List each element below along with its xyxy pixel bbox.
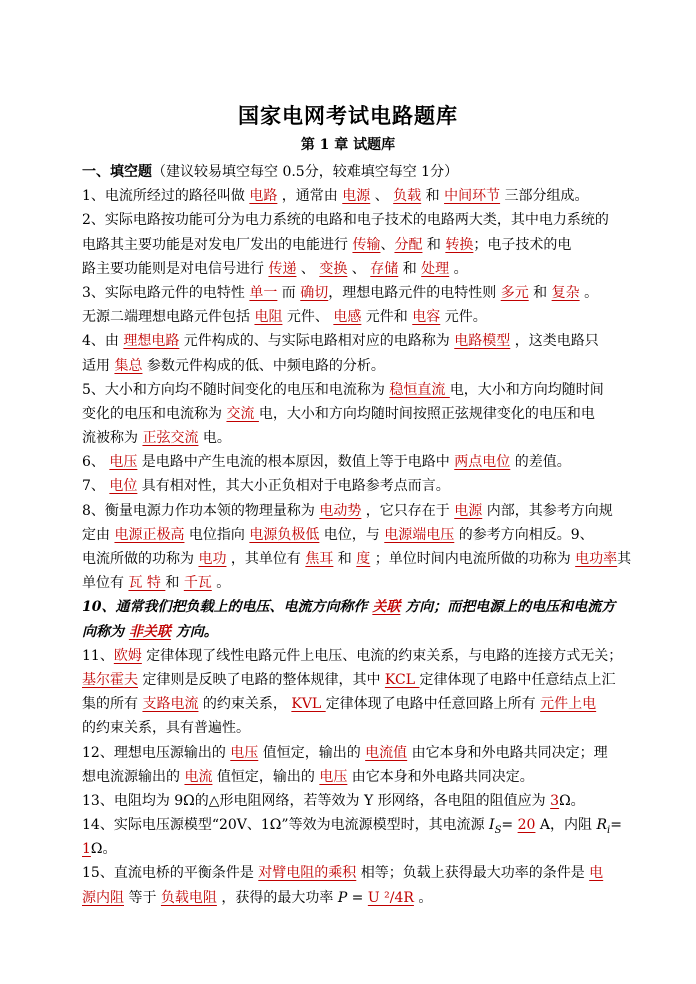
line-text: 12、理想电压源输出的: [82, 744, 231, 761]
line-text: 变化的电压和电流称为: [82, 405, 227, 422]
answer-fill: 电路模型: [454, 333, 511, 350]
question-list: [82, 160, 632, 910]
answer-fill: 电源: [342, 188, 371, 205]
line-text: 4、由: [82, 333, 124, 350]
line-text: 元件构成的、与实际电路相对应的电路称为: [179, 333, 455, 350]
line-text: 定律则是反映了电路的整体规律，其中: [138, 671, 385, 688]
line-text: 电流所做的功称为: [82, 551, 199, 567]
line-text: 电，大小和方向均随时间: [449, 381, 604, 398]
answer-fill: 欧姆: [113, 647, 142, 664]
answer-fill: 中间环节: [444, 188, 501, 205]
line-text: 15、直流电桥的平衡条件是: [82, 865, 259, 882]
line-text: 。: [449, 260, 468, 277]
line-text: =: [610, 817, 622, 834]
answer-fill: 支路电流: [142, 696, 199, 713]
line-text: 相等；负载上获得最大功率的条件是: [356, 865, 590, 882]
answer-fill: 负载: [393, 188, 422, 205]
answer-fill: KVL: [291, 696, 326, 713]
line-text: 路主要功能则是对电信号进行: [82, 260, 269, 277]
section-head: 一、填空题: [82, 164, 152, 180]
line-text: 7、: [82, 478, 110, 495]
line-text: 、: [347, 260, 371, 277]
line-text: 定律体现了电路中任意结点上汇: [419, 671, 616, 688]
answer-fill: 电压: [109, 454, 138, 471]
line-text: ，其单位有: [226, 551, 306, 567]
answer-fill: 电源端电压: [384, 526, 455, 543]
answer-fill: 非关联: [128, 623, 171, 640]
answer-fill: 单一: [249, 284, 278, 301]
line-text: 、: [370, 188, 394, 205]
answer-fill: 处理: [421, 260, 450, 277]
line-text: 是电路中产生电流的根本原因，数值上等于电路中: [137, 454, 455, 471]
line-text: 10、通常我们把负载上的电压、电流方向称作: [82, 599, 373, 616]
line-text: 和: [165, 575, 184, 592]
text-line: [82, 305, 616, 329]
line-text: 定律体现了电路中任意回路上所有: [325, 696, 541, 713]
answer-fill: 传输: [352, 236, 381, 253]
text-line: [82, 620, 616, 644]
text-line: [82, 644, 623, 668]
line-text: ，通常由: [277, 188, 343, 205]
answer-fill: 电流: [184, 768, 213, 785]
answer-fill: 电路: [249, 188, 278, 205]
line-text: 三部分组成。: [500, 188, 589, 205]
answer-fill: 两点电位: [454, 454, 511, 471]
math-subscript: S: [494, 824, 502, 836]
line-text: 6、: [82, 454, 110, 471]
text-line: [82, 886, 616, 910]
answer-fill: U ²/4R: [367, 889, 414, 906]
line-text: 、: [296, 260, 320, 277]
answer-fill: 基尔霍夫: [82, 671, 138, 688]
line-text: 电，大小和方向均随时间按照正弦规律变化的电压和电: [258, 405, 595, 422]
text-line: [82, 765, 616, 789]
line-text: 电位指向: [184, 526, 250, 543]
text-line: [82, 184, 616, 208]
answer-fill: 电: [589, 865, 604, 882]
answer-fill: 电流值: [365, 744, 408, 761]
chapter-subtitle: 第 1 章 试题库: [300, 137, 396, 153]
answer-fill: 多元: [500, 284, 529, 301]
line-text: 元件和: [361, 309, 413, 326]
text-line: [82, 692, 616, 716]
line-text: 由它本身和外电路共同决定。: [347, 768, 534, 785]
answer-fill: 确切: [300, 284, 329, 301]
text-line: [82, 741, 616, 765]
answer-fill: KCL: [384, 671, 420, 688]
line-text: 定律体现了线性电路元件上电压、电流的约束关系，与电路的连接方式无关；: [141, 647, 623, 664]
text-line: [82, 378, 616, 402]
answer-fill: 复杂: [551, 284, 580, 301]
answer-fill: 瓦 特: [128, 575, 166, 592]
line-text: 、: [380, 236, 395, 253]
text-line: [82, 257, 616, 281]
answer-fill: 对臂电阻的乘积: [258, 865, 357, 882]
text-line: [82, 233, 616, 257]
line-text: 值恒定，输出的: [258, 744, 366, 761]
answer-fill: 正弦交流: [142, 430, 199, 447]
answer-fill: 电功率: [575, 551, 618, 567]
text-line: [82, 474, 616, 498]
math-symbol: P: [337, 889, 348, 906]
line-text: 的约束关系，具有普遍性。: [82, 720, 250, 737]
answer-fill: 3: [550, 792, 560, 809]
line-text: 5、大小和方向均不随时间变化的电压和电流称为: [82, 381, 390, 398]
line-text: Ω。: [90, 841, 117, 858]
answer-fill: 电压: [230, 744, 259, 761]
answer-fill: 电位: [109, 478, 138, 495]
answer-fill: 分配: [394, 236, 423, 253]
answer-fill: 变换: [319, 260, 348, 277]
line-text: 13、电阻均为 9Ω的△形电阻网络，若等效为 Y 形网络，各电阻的阻值应为: [82, 792, 551, 809]
line-text: 和: [421, 188, 445, 205]
answer-fill: 电压: [319, 768, 348, 785]
line-text: 的参考方向相反。9、: [454, 526, 594, 543]
answer-fill: 电感: [333, 309, 362, 326]
line-text: 和: [398, 260, 422, 277]
line-text: 想电流源输出的: [82, 768, 185, 785]
line-text: 8、衡量电源力作功本领的物理量称为: [82, 502, 320, 519]
line-text: 1、电流所经过的路径叫做: [82, 188, 250, 205]
line-text: 流被称为: [82, 430, 143, 447]
text-line: [82, 402, 616, 426]
answer-fill: 转换: [445, 236, 474, 253]
answer-fill: 电源: [454, 502, 483, 519]
line-text: 电。: [198, 430, 231, 447]
line-text: 3、实际电路元件的电特性: [82, 284, 250, 301]
math-symbol: R: [596, 817, 607, 834]
answer-fill: 元件上电: [540, 696, 597, 713]
text-line: [82, 861, 616, 885]
answer-fill: 电阻: [254, 309, 283, 326]
text-line: [82, 595, 616, 619]
text-line: [82, 523, 616, 547]
line-text: =: [347, 889, 368, 906]
line-text: 由它本身和外电路共同决定；理: [407, 744, 608, 761]
text-line: [82, 281, 616, 305]
line-text: 14、实际电压源模型“20V、1Ω”等效为电流源模型时，其电流源: [82, 817, 490, 834]
answer-fill: 源内阻: [82, 889, 124, 906]
answer-fill: 1: [82, 841, 91, 858]
line-text: 和: [422, 236, 446, 253]
answer-fill: 电容: [412, 309, 441, 326]
line-text: 的约束关系，: [198, 696, 292, 713]
text-line: [82, 547, 632, 571]
line-text: 方向。: [170, 623, 218, 640]
answer-fill: 集总: [114, 357, 143, 374]
text-line: [82, 789, 616, 813]
line-text: 电路其主要功能是对发电厂发出的电能进行: [82, 236, 353, 253]
line-text: 元件、: [282, 309, 334, 326]
line-text: 。: [211, 575, 231, 592]
text-line: [82, 450, 616, 474]
answer-fill: 理想电路: [123, 333, 180, 350]
line-text: 等于: [124, 889, 161, 906]
text-line: [82, 668, 616, 692]
line-text: ；单位时间内电流所做的功称为: [370, 551, 576, 567]
line-text: 方向；而把电源上的电压和电流方: [400, 599, 616, 616]
line-text: 元件。: [440, 309, 487, 326]
line-text: 和: [528, 284, 552, 301]
line-text: 参数元件构成的低、中频电路的分析。: [142, 357, 385, 374]
line-text: 向称为: [82, 623, 129, 640]
line-text: 2、实际电路按功能可分为电力系统的电路和电子技术的电路两大类，其中电力系统的: [82, 212, 609, 229]
section-heading: [82, 160, 616, 184]
text-line: [82, 571, 616, 595]
math-symbol: I: [489, 817, 495, 834]
answer-fill: 存储: [370, 260, 399, 277]
answer-fill: 千瓦: [183, 575, 212, 592]
text-line: [82, 499, 616, 523]
answer-fill: 电源负极低: [249, 526, 320, 543]
answer-fill: 传递: [268, 260, 297, 277]
line-text: 单位有: [82, 575, 129, 592]
line-text: 11、: [82, 647, 114, 664]
line-text: 无源二端理想电路元件包括: [82, 309, 255, 326]
answer-fill: 20: [517, 817, 536, 834]
text-line: [82, 813, 622, 837]
answer-fill: 交流: [226, 405, 259, 422]
line-text: =: [501, 817, 518, 834]
answer-fill: 焦耳: [305, 551, 334, 567]
line-text: ，理想电路元件的电特性则: [328, 284, 501, 301]
text-line: [82, 716, 616, 740]
line-text: 具有相对性，其大小正负相对于电路参考点而言。: [137, 478, 450, 495]
line-text: 而: [277, 284, 301, 301]
math-subscript: i: [607, 824, 611, 836]
text-line: [82, 354, 616, 378]
answer-fill: 关联: [372, 599, 401, 616]
line-text: 。: [413, 889, 433, 906]
answer-fill: 度: [356, 551, 371, 567]
text-line: [82, 208, 616, 232]
text-line: [82, 837, 616, 861]
answer-fill: 电源正极高: [114, 526, 185, 543]
line-text: ；电子技术的电: [473, 236, 572, 253]
text-line: [82, 426, 616, 450]
line-text: 的差值。: [510, 454, 571, 471]
line-text: 内部，其参考方向规: [482, 502, 613, 519]
line-text: 和: [333, 551, 357, 567]
line-text: 集的所有: [82, 696, 143, 713]
line-text: 定由: [82, 526, 115, 543]
section-note: （建议较易填空每空 0.5分，较难填空每空 1分）: [152, 164, 459, 180]
line-text: 电位，与: [319, 526, 385, 543]
answer-fill: 负载电阻: [160, 889, 217, 906]
line-text: 适用: [82, 357, 115, 374]
page-title: 国家电网考试电路题库: [238, 103, 458, 128]
line-text: 。: [579, 284, 599, 301]
line-text: A，内阻: [535, 817, 597, 834]
line-text: 其: [617, 551, 632, 567]
line-text: ，它只存在于: [361, 502, 455, 519]
line-text: Ω。: [559, 792, 585, 809]
answer-fill: 电功: [198, 551, 227, 567]
question-lines: [82, 184, 632, 910]
answer-fill: 稳恒直流: [389, 381, 450, 398]
answer-fill: 电动势: [319, 502, 362, 519]
text-line: [82, 329, 616, 353]
line-text: ，这类电路只: [510, 333, 599, 350]
line-text: ，获得的最大功率: [216, 889, 338, 906]
line-text: 值恒定，输出的: [212, 768, 320, 785]
